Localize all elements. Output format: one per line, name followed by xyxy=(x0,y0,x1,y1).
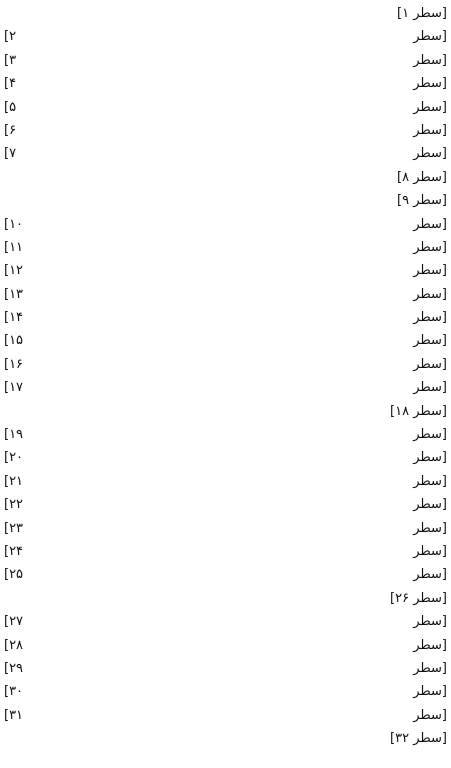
text-line: [سطر ۱۰] xyxy=(4,216,447,232)
text-line: [سطر ۲۶] xyxy=(390,590,447,606)
text-line: [سطر ۲] xyxy=(4,29,447,45)
text-line: [سطر ۶] xyxy=(4,122,447,138)
text-line: [سطر ۱۷] xyxy=(4,380,447,396)
text-line: [سطر ۲۳] xyxy=(4,520,447,536)
text-line: [سطر ۵] xyxy=(4,99,447,115)
text-line: [سطر ۲۸] xyxy=(4,637,447,653)
text-line: [سطر ۲۷] xyxy=(4,614,447,630)
text-line: [سطر ۲۵] xyxy=(4,567,447,583)
text-line: [سطر ۴] xyxy=(4,76,447,92)
text-line: [سطر ۳] xyxy=(4,52,447,68)
text-line: [سطر ۲۴] xyxy=(4,543,447,559)
text-line: [سطر ۱۹] xyxy=(4,427,447,443)
text-line: [سطر ۳۱] xyxy=(4,707,447,723)
text-line: [سطر ۱۵] xyxy=(4,333,447,349)
text-line: [سطر ۱۴] xyxy=(4,310,447,326)
text-line: [سطر ۱۳] xyxy=(4,286,447,302)
text-line: [سطر ۲۲] xyxy=(4,497,447,513)
text-line: [سطر ۷] xyxy=(4,146,447,162)
text-line: [سطر ۹] xyxy=(397,193,447,209)
text-line: [سطر ۳۲] xyxy=(390,731,447,747)
text-line: [سطر ۱۱] xyxy=(4,239,447,255)
article-paragraph xyxy=(4,2,447,25)
text-line: [سطر ۲۰] xyxy=(4,450,447,466)
article-paragraph xyxy=(4,189,447,212)
text-line: [سطر ۳۰] xyxy=(4,684,447,700)
article-paragraph xyxy=(4,25,447,189)
article-paragraph xyxy=(4,423,447,610)
text-line: [سطر ۸] xyxy=(397,169,447,185)
article-body xyxy=(4,2,447,751)
article-paragraph xyxy=(4,610,447,750)
text-line: [سطر ۱۸] xyxy=(390,403,447,419)
article-paragraph xyxy=(4,213,447,424)
text-line: [سطر ۲۱] xyxy=(4,473,447,489)
text-line: [سطر ۲۹] xyxy=(4,660,447,676)
text-line: [سطر ۱۶] xyxy=(4,356,447,372)
text-line: [سطر ۱] xyxy=(397,6,447,21)
text-line: [سطر ۱۲] xyxy=(4,263,447,279)
